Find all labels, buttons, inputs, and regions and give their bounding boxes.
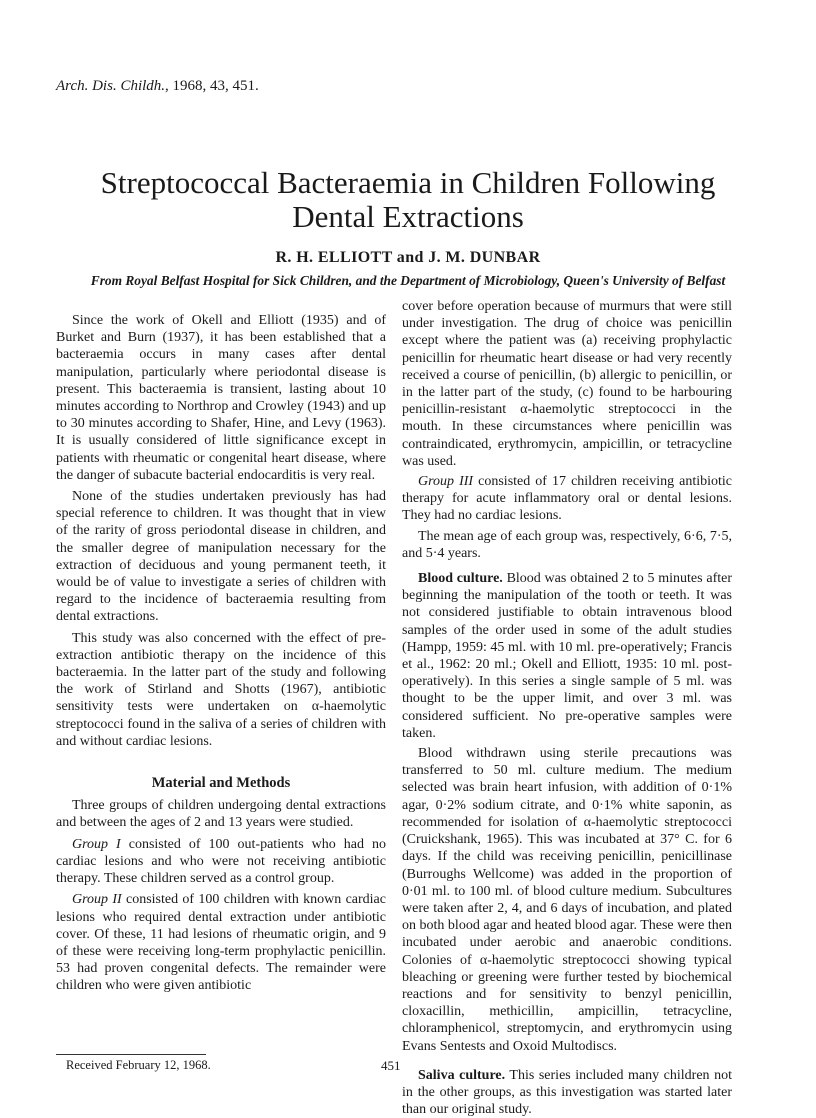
blood-culture-text: Blood was obtained 2 to 5 minutes after beginning the manipulation of the tooth or teeth. It was not considered justifiable to obtain intravenous blood samples of the order used in some of the adult studies (Hampp, 1959: 45 ml. with 10 ml. pre-operatively; Francis et al., 1962: 20 ml.; Okell and Elliott, 1935: 10 ml. post-operatively). In this series a single sample of 5 ml. was thought to be the upper limit, and over 3 ml. was considered sufficient. No pre-operative samples were taken. bbox=[402, 571, 732, 741]
group-3-text: consisted of 17 children receiving antibiotic therapy for acute inflammatory oral or dental lesions. They had no cardiac lesions. bbox=[402, 474, 733, 524]
saliva-culture-heading: Saliva culture. bbox=[418, 1067, 506, 1083]
page-number: 451 bbox=[381, 1058, 401, 1073]
intro-paragraph-3: This study was also concerned with the effect of pre-extraction antibiotic therapy on the incidence of this bacteraemia. In the latter part of the study and following the work of Stirland and Shotts (1967), antibiotic sensitivity tests were undertaken on α-haemolytic streptococci found in the saliva of a series of children with and without cardiac lesions. bbox=[56, 630, 386, 749]
saliva-culture-text: This series included many children not in the other groups, as this investigation was started later than our original study. bbox=[402, 1067, 732, 1118]
group-2-text: consisted of 100 children with known cardiac lesions who required dental extraction under antibiotic cover. Of these, 11 had lesions of rheumatic origin, and 9 of these were receiving long-term prophylactic penicillin. 53 had proven congenital defects. The remainder were children who were given antibiotic bbox=[56, 892, 386, 994]
methods-paragraph: Three groups of children undergoing dental extractions and between the ages of 2 and 13 years were studied. bbox=[56, 798, 386, 831]
mean-age-paragraph: The mean age of each group was, respectively, 6·6, 7·5, and 5·4 years. bbox=[402, 528, 732, 561]
article-title bbox=[40, 166, 776, 234]
group-1-label: Group I bbox=[72, 836, 121, 852]
citation-volume-page: , 1968, 43, 451. bbox=[165, 78, 259, 94]
left-column bbox=[56, 298, 386, 995]
footnote-rule bbox=[56, 1054, 206, 1055]
column-top-spacer bbox=[56, 298, 386, 312]
methods-heading: Material and Methods bbox=[151, 775, 291, 792]
group-2-label: Group II bbox=[72, 892, 122, 908]
group-2-paragraph bbox=[56, 891, 386, 994]
journal-citation bbox=[56, 78, 259, 95]
intro-paragraph-2: None of the studies undertaken previously has had special reference to children. It was thought that in view of the rarity of gross periodontal disease in children, and the smaller degree of manipulation necessary for the extraction of deciduous and young permanent teeth, it would be of value to investigate a series of children with regard to the incidence of bacteraemia resulting from dental extractions. bbox=[56, 489, 386, 625]
group-3-paragraph bbox=[402, 473, 732, 525]
title-line-1: Streptococcal Bacteraemia in Children Following bbox=[100, 165, 716, 200]
group-2-continuation: cover before operation because of murmurs that were still under investigation. The drug of choice was penicillin except where the patient was (a) receiving prophylactic penicillin for rheumatic heart disease or had very recently received a course of penicillin, (b) allergic to penicillin, or in the latter part of the study, (c) found to be harbouring penicillin-resistant α-haemolytic streptococci in the mouth. In these circumstances where penicillin was contraindicated, erythromycin, ampicillin, or tetracycline was used. bbox=[402, 299, 732, 469]
group-1-paragraph bbox=[56, 836, 386, 888]
blood-culture-heading: Blood culture. bbox=[418, 571, 503, 587]
journal-name: Arch. Dis. Childh. bbox=[56, 78, 166, 94]
saliva-culture-paragraph bbox=[402, 1067, 732, 1118]
received-date: Received February 12, 1968. bbox=[66, 1058, 211, 1072]
blood-culture-paragraph bbox=[402, 570, 732, 742]
intro-paragraph-1: Since the work of Okell and Elliott (1935) and of Burket and Burn (1937), it has been established that a bacteraemia occurs in many cases after dental manipulation, particularly where periodontal disease is present. This bacteraemia is transient, lasting about 10 minutes according to Northrop and Crowley (1943) and up to 30 minutes according to Shafer, Hine, and Levy (1963). It is usually considered of little significance except in patients with rheumatic or congenital heart disease, where the danger of subacute bacterial endocarditis is very real. bbox=[56, 313, 386, 483]
group-1-text: consisted of 100 out-patients who had no cardiac lesions and who were not receiving antibiotic therapy. These children served as a control group. bbox=[56, 836, 387, 887]
right-column bbox=[402, 298, 732, 1118]
title-line-2: Dental Extractions bbox=[292, 199, 524, 234]
author-line: R. H. ELLIOTT and J. M. DUNBAR bbox=[275, 249, 541, 266]
affiliation-line: From Royal Belfast Hospital for Sick Children, and the Department of Microbiology, Queen's University of Belfast bbox=[90, 273, 726, 288]
blood-withdrawn-paragraph: Blood withdrawn using sterile precautions was transferred to 50 ml. culture medium. The medium selected was brain heart infusion, with addition of 0·1% agar, 0·2% sodium citrate, and 0·1% white saponin, as recommended for isolation of α-haemolytic streptococci (Cruickshank, 1965). This was incubated at 37° C. for 6 days. If the child was receiving penicillin, penicillinase (Burroughs Wellcome) was added in the proportion of 0·01 ml. to 100 ml. of blood culture medium. Subcultures were taken after 2, 4, and 6 days of incubation, and plated on both blood agar and heated blood agar. These were then incubated under aerobic and anaerobic conditions. Colonies of α-haemolytic streptococci showing typical bleaching or greening were further tested by biochemical reactions and for sensitivity to benzyl penicillin, cloxacillin, methicillin, ampicillin, tetracycline, chloramphenicol, streptomycin, and erythromycin using Evans Sentests and Oxoid Multodiscs. bbox=[402, 746, 732, 1054]
group-3-label: Group III bbox=[418, 474, 474, 490]
